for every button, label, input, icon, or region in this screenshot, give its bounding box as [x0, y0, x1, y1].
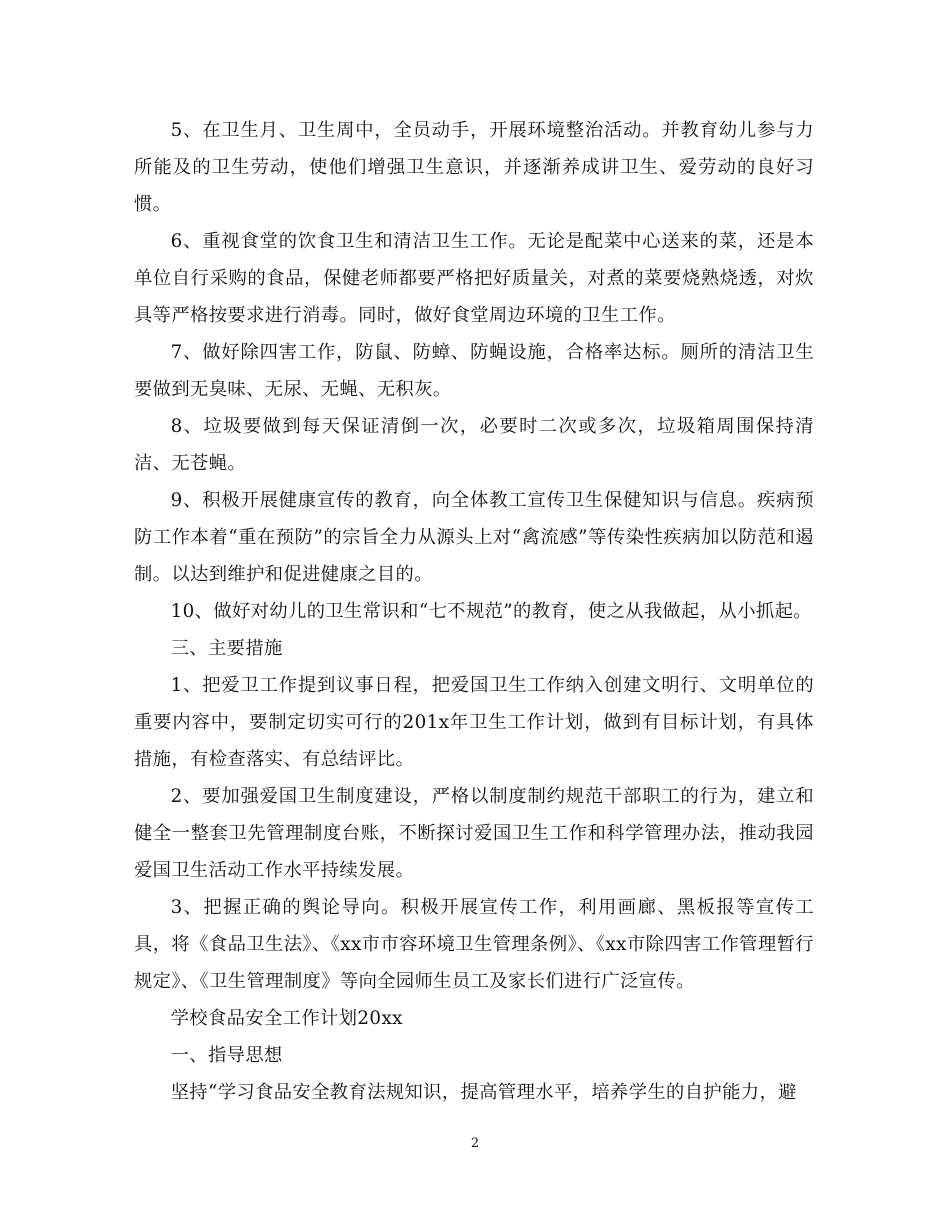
paragraph-guiding-ideology: 坚持“学习食品安全教育法规知识，提高管理水平，培养学生的自护能力，避: [170, 1082, 797, 1103]
paragraph-item-9: 9、积极开展健康宣传的教育，向全体教工宣传卫生保健知识与信息。疾病预防工作本着“重在预防”的宗旨全力从源头上对“禽流感”等传染性疾病加以防范和遏制。以达到维护和促进健康之目的。: [134, 490, 814, 585]
paragraph-item-8: 8、垃圾要做到每天保证清倒一次，必要时二次或多次，垃圾箱周围保持清洁、无苍蝇。: [134, 416, 814, 474]
section-heading-main-measures: 三、主要措施: [170, 638, 283, 659]
paragraph-item-10: 10、做好对幼儿的卫生常识和“七不规范”的教育，使之从我做起，从小抓起。: [170, 601, 812, 622]
document-subtitle: 学校食品安全工作计划20xx: [170, 1008, 403, 1029]
paragraph-measure-1: 1、把爱卫工作提到议事日程，把爱国卫生工作纳入创建文明行、文明单位的重要内容中，要制定切实可行的201x年卫生工作计划，做到有目标计划，有具体措施，有检查落实、有总结评比。: [134, 675, 814, 770]
section-heading-guiding-ideology: 一、指导思想: [170, 1045, 283, 1066]
paragraph-measure-3: 3、把握正确的舆论导向。积极开展宣传工作，利用画廊、黑板报等宣传工具，将《食品卫生法》、《xx市市容环境卫生管理条例》、《xx市除四害工作管理暂行规定》、《卫生管理制度》等向全园师生员工及家长们进行广泛宣传。: [134, 897, 814, 992]
paragraph-item-7: 7、做好除四害工作，防鼠、防蟑、防蝇设施，合格率达标。厕所的清洁卫生要做到无臭味、无尿、无蝇、无积灰。: [134, 342, 814, 400]
document-body: [134, 112, 814, 1111]
paragraph-measure-2: 2、要加强爱国卫生制度建设，严格以制度制约规范干部职工的行为，建立和健全一整套卫先管理制度台账，不断探讨爱国卫生工作和科学管理办法，推动我园爱国卫生活动工作水平持续发展。: [134, 786, 814, 881]
paragraph-item-5: 5、在卫生月、卫生周中，全员动手，开展环境整治活动。并教育幼儿参与力所能及的卫生劳动，使他们增强卫生意识，并逐渐养成讲卫生、爱劳动的良好习惯。: [134, 120, 814, 215]
paragraph-item-6: 6、重视食堂的饮食卫生和清洁卫生工作。无论是配菜中心送来的菜，还是本单位自行采购的食品，保健老师都要严格把好质量关，对煮的菜要烧熟烧透，对炊具等严格按要求进行消毒。同时，做好食堂周边环境的卫生工作。: [134, 231, 814, 326]
page-number: 2: [470, 1136, 480, 1151]
